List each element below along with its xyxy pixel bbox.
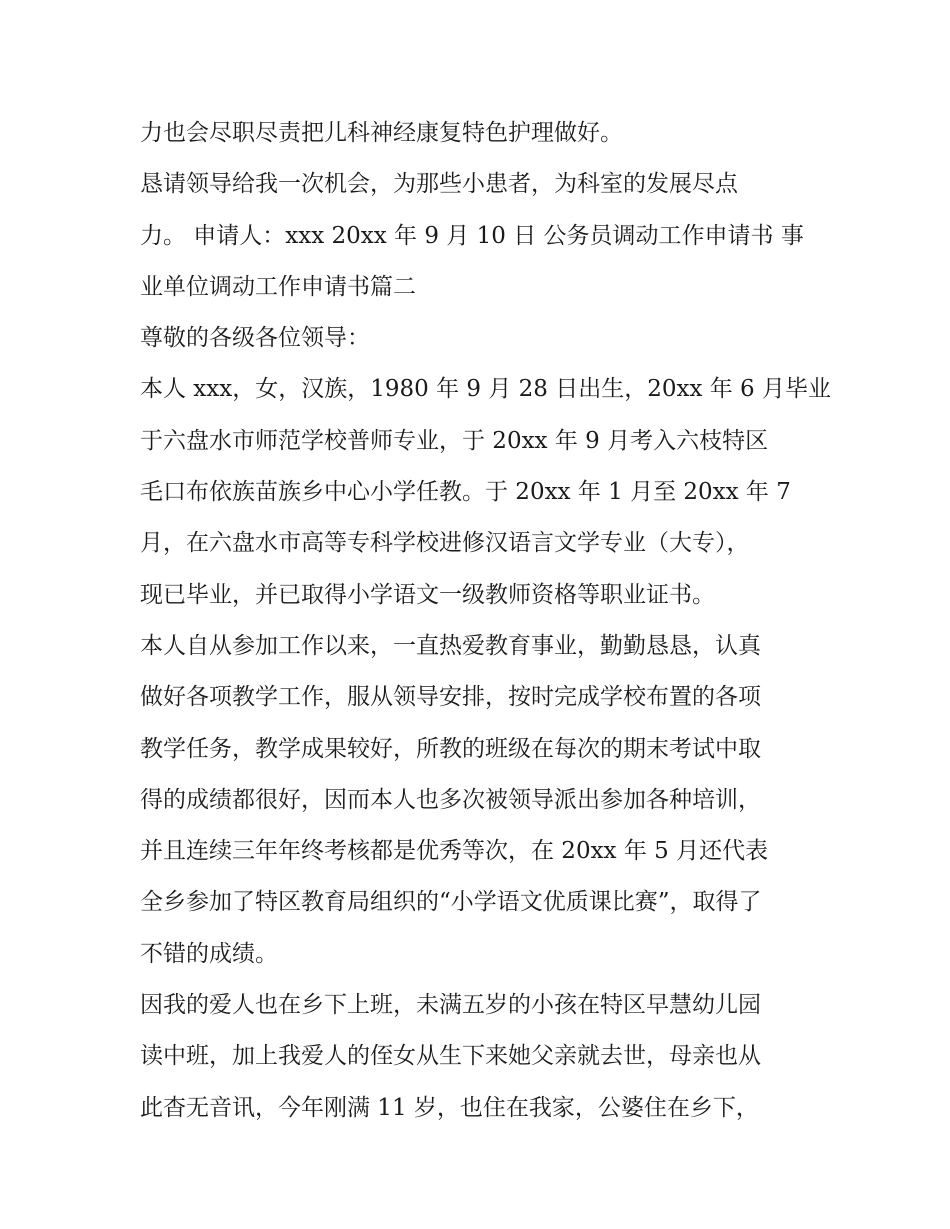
text-line: 不错的成绩。 xyxy=(140,940,278,967)
text-line: 读中班，加上我爱人的侄女从生下来她父亲就去世，母亲也从 xyxy=(140,1043,761,1070)
text-line: 现已毕业，并已取得小学语文一级教师资格等职业证书。 xyxy=(140,581,715,608)
text-line: 因我的爱人也在乡下上班，未满五岁的小孩在特区早慧幼儿园 xyxy=(140,992,761,1019)
text-line: 教学任务，教学成果较好，所教的班级在每次的期末考试中取 xyxy=(140,735,761,762)
text-line: 恳请领导给我一次机会，为那些小患者，为科室的发展尽点 xyxy=(140,171,738,198)
text-line: 力。 申请人：xxx 20xx 年 9 月 10 日 公务员调动工作申请书 事 xyxy=(140,222,804,249)
text-line: 得的成绩都很好，因而本人也多次被领导派出参加各种培训， xyxy=(140,786,761,813)
text-line: 全乡参加了特区教育局组织的“小学语文优质课比赛”，取得了 xyxy=(140,889,762,916)
document-body xyxy=(140,108,831,1134)
text-line: 月，在六盘水市高等专科学校进修汉语言文学专业（大专）， xyxy=(140,530,750,557)
text-line: 本人 xxx，女，汉族，1980 年 9 月 28 日出生，20xx 年 6 月毕业 xyxy=(140,376,831,403)
text-line: 做好各项教学工作，服从领导安排，按时完成学校布置的各项 xyxy=(140,684,761,711)
text-line: 并且连续三年年终考核都是优秀等次，在 20xx 年 5 月还代表 xyxy=(140,838,769,865)
text-line: 力也会尽职尽责把儿科神经康复特色护理做好。 xyxy=(140,120,623,146)
text-line: 本人自从参加工作以来，一直热爱教育事业，勤勤恳恳，认真 xyxy=(140,632,761,659)
text-line: 业单位调动工作申请书篇二 xyxy=(140,273,416,300)
text-line: 于六盘水市师范学校普师专业，于 20xx 年 9 月考入六枝特区 xyxy=(140,427,769,454)
text-line: 尊敬的各级各位领导： xyxy=(140,325,370,352)
text-line: 此杳无音讯，今年刚满 11 岁，也住在我家，公婆住在乡下， xyxy=(140,1094,759,1121)
text-line: 毛口布依族苗族乡中心小学任教。于 20xx 年 1 月至 20xx 年 7 xyxy=(140,479,791,506)
